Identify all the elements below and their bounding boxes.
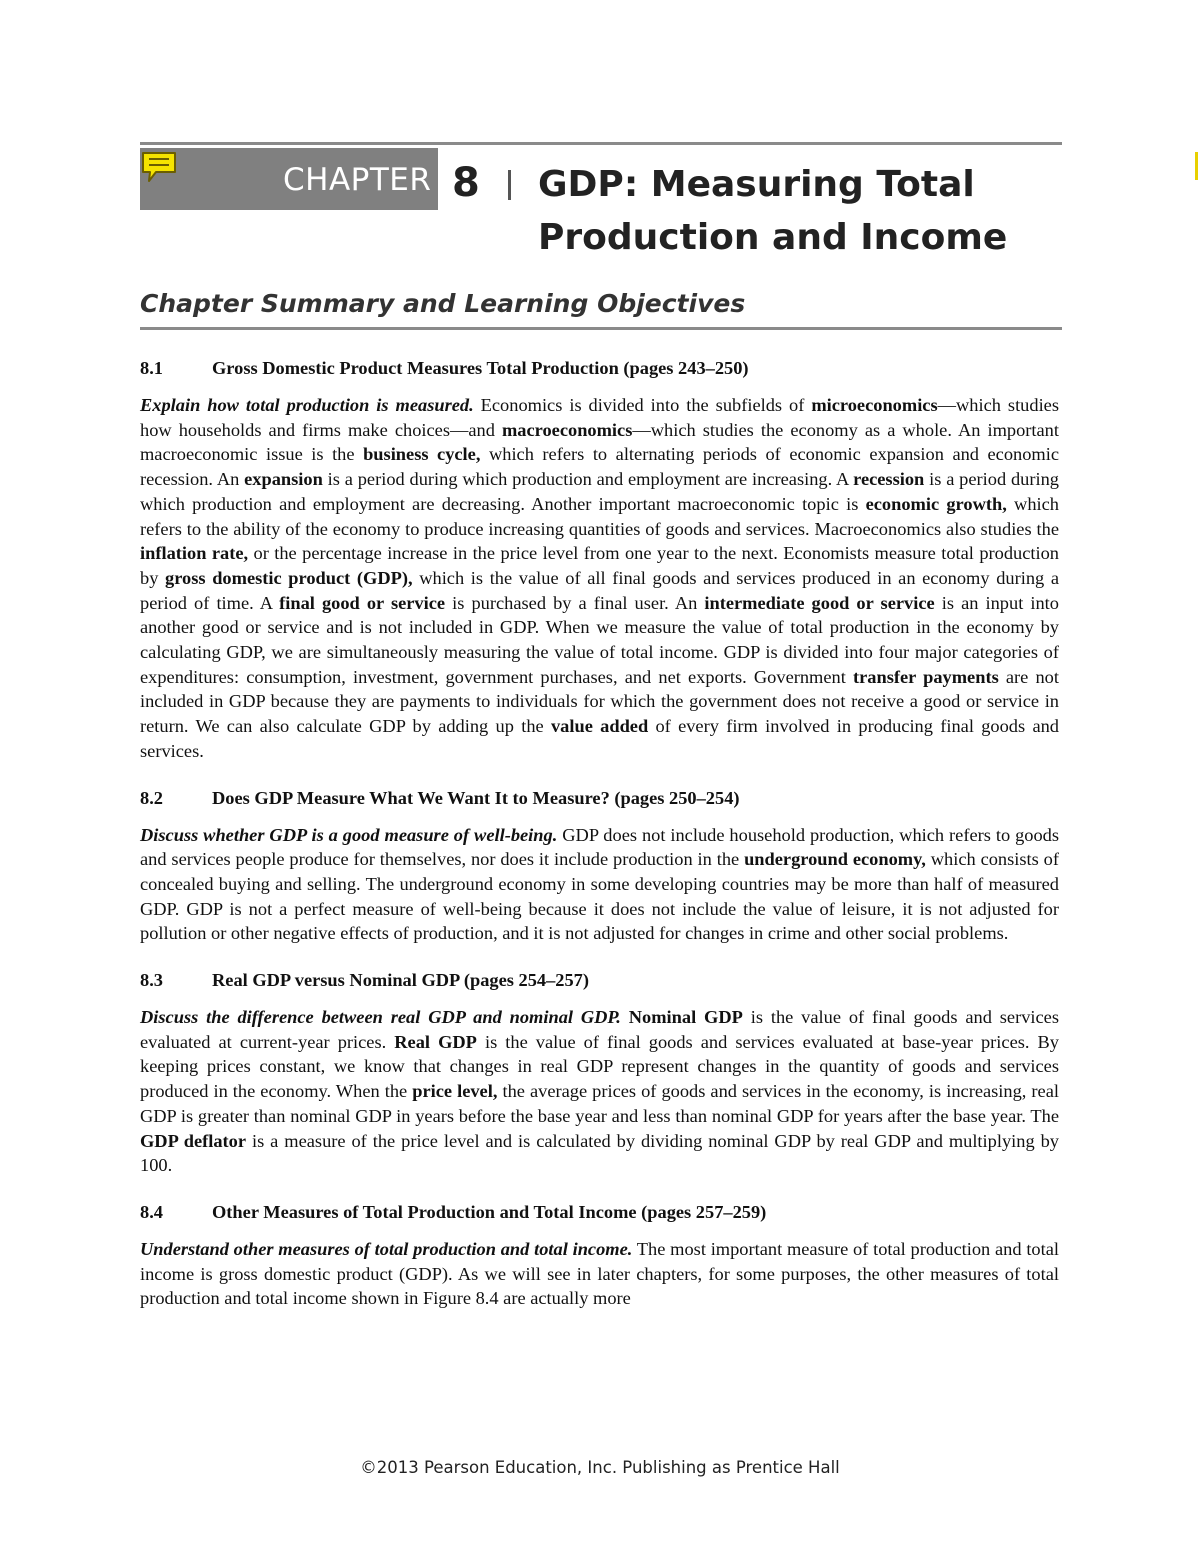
key-term: GDP deflator bbox=[140, 1130, 247, 1151]
key-term: inflation rate, bbox=[140, 543, 249, 564]
text-run: GDP does not include household production, which refers to goods and services people produce for themselves, nor does it include production in the bbox=[140, 824, 1060, 870]
sticky-note-comment-icon[interactable] bbox=[140, 150, 178, 184]
text-run: The most important measure of total production and total income is gross domestic product (GDP). As we will see in later chapters, for some purposes, the other measures of total production and total income shown in Figure 8.4 are actually more bbox=[140, 1238, 1060, 1309]
chapter-title-line1: GDP: Measuring Total bbox=[538, 164, 975, 205]
key-term: economic growth, bbox=[865, 493, 1007, 514]
section-paragraph bbox=[140, 823, 1059, 947]
key-term: underground economy, bbox=[744, 849, 926, 870]
chapter-title-line2: Production and Income bbox=[538, 217, 1008, 258]
summary-content bbox=[140, 356, 1059, 1333]
key-term: business cycle, bbox=[363, 444, 481, 465]
section-number: 8.4 bbox=[140, 1201, 163, 1222]
key-term: microeconomics bbox=[811, 395, 938, 415]
margin-marker bbox=[1195, 152, 1198, 180]
key-term: macroeconomics bbox=[501, 419, 633, 440]
page-footer: ©2013 Pearson Education, Inc. Publishing as Prentice Hall bbox=[360, 1458, 840, 1477]
text-run: which is the value of all final goods and services produced in an economy during a period of time. A bbox=[140, 567, 1059, 613]
section-title: Other Measures of Total Production and Total Income (pages 257–259) bbox=[212, 1201, 767, 1222]
text-run: is an input into another good or service and is not included in GDP. When we measure the value of total production in the economy by calculating GDP, we are simultaneously measuring the value of total income. GDP is divided into four major categories of expenditures: consumption, investment, government purchases, and net exports. Government bbox=[140, 592, 1059, 687]
text-run: is the value of final goods and services evaluated at base-year prices. By keeping prices constant, we know that changes in real GDP represent changes in the quantity of goods and services produced in the economy. When the bbox=[140, 1031, 1059, 1102]
key-term: intermediate good or service bbox=[704, 592, 935, 613]
text-run: —which studies how households and firms make choices—and bbox=[140, 395, 1060, 440]
text-run: which consists of concealed buying and selling. The underground economy in some developing countries may be more than half of measured GDP. GDP is not a perfect measure of well-being because it does not include the value of leisure, it is not adjusted for pollution or other negative effects of production, and it is not adjusted for changes in crime and other social problems. bbox=[140, 849, 1059, 944]
text-run: or the percentage increase in the price level from one year to the next. Economists measure total production by bbox=[140, 543, 1059, 588]
text-run: —which studies the economy as a whole. An important macroeconomic issue is the bbox=[140, 419, 1059, 465]
section-heading bbox=[140, 786, 1059, 810]
key-term: Real GDP bbox=[394, 1031, 477, 1052]
section-paragraph bbox=[140, 1005, 1059, 1178]
text-run: is a period during which production and employment are decreasing. Another important macroeconomic topic is bbox=[140, 469, 1059, 514]
key-term: gross domestic product (GDP), bbox=[165, 567, 413, 588]
text-run: is a measure of the price level and is calculated by dividing nominal GDP by real GDP and multiplying by 100. bbox=[140, 1130, 1059, 1176]
header-top-rule bbox=[140, 142, 1062, 145]
chapter-separator bbox=[508, 170, 511, 200]
summary-heading: Chapter Summary and Learning Objectives bbox=[140, 289, 746, 318]
section-title: Does GDP Measure What We Want It to Measure? (pages 250–254) bbox=[212, 787, 740, 808]
text-run: Economics is divided into the subfields of bbox=[473, 395, 812, 415]
text-run: the average prices of goods and services in the economy, is increasing, real GDP is greater than nominal GDP in years before the base year and less than nominal GDP for years after the base year. The bbox=[140, 1081, 1059, 1126]
text-run: is a period during which production and employment are increasing. A bbox=[322, 469, 854, 490]
learning-objective: Explain how total production is measured. bbox=[140, 395, 474, 415]
key-term: Nominal GDP bbox=[628, 1007, 743, 1028]
key-term: price level, bbox=[412, 1081, 498, 1102]
section-number: 8.3 bbox=[140, 970, 163, 991]
chapter-number: 8 bbox=[452, 160, 480, 206]
text-run: is the value of final goods and services evaluated at current-year prices. bbox=[140, 1007, 1059, 1052]
key-term: transfer payments bbox=[852, 666, 999, 687]
key-term: recession bbox=[853, 469, 925, 490]
chapter-word: CHAPTER bbox=[283, 162, 432, 198]
key-term: expansion bbox=[244, 469, 323, 490]
learning-objective: Understand other measures of total production and total income. bbox=[140, 1238, 633, 1259]
section-title: Gross Domestic Product Measures Total Production (pages 243–250) bbox=[212, 358, 749, 378]
text-run: is purchased by a final user. An bbox=[445, 592, 705, 613]
key-term: value added bbox=[550, 716, 649, 737]
key-term: final good or service bbox=[279, 592, 446, 613]
text-run: which refers to alternating periods of economic expansion and economic recession. An bbox=[140, 444, 1060, 490]
learning-objective: Discuss the difference between real GDP and nominal GDP. bbox=[140, 1007, 621, 1028]
section-paragraph bbox=[140, 1237, 1059, 1311]
chapter-title bbox=[538, 158, 1058, 264]
section-heading bbox=[140, 1200, 1059, 1224]
text-run: which refers to the ability of the economy to produce increasing quantities of goods and services. Macroeconomics also studies the bbox=[140, 493, 1060, 539]
summary-rule bbox=[140, 327, 1062, 330]
section-number: 8.1 bbox=[140, 358, 163, 378]
section-title: Real GDP versus Nominal GDP (pages 254–257) bbox=[212, 970, 589, 991]
text-run: are not included in GDP because they are payments to individuals for which the government does not receive a good or service in return. We can also calculate GDP by adding up the bbox=[140, 666, 1059, 737]
section-heading bbox=[140, 968, 1059, 992]
section-paragraph bbox=[140, 393, 1059, 764]
section-number: 8.2 bbox=[140, 787, 163, 808]
text-run bbox=[621, 1007, 629, 1027]
section-heading bbox=[140, 356, 1059, 380]
learning-objective: Discuss whether GDP is a good measure of well-being. bbox=[140, 824, 558, 845]
text-run: of every firm involved in producing final goods and services. bbox=[140, 716, 1059, 761]
